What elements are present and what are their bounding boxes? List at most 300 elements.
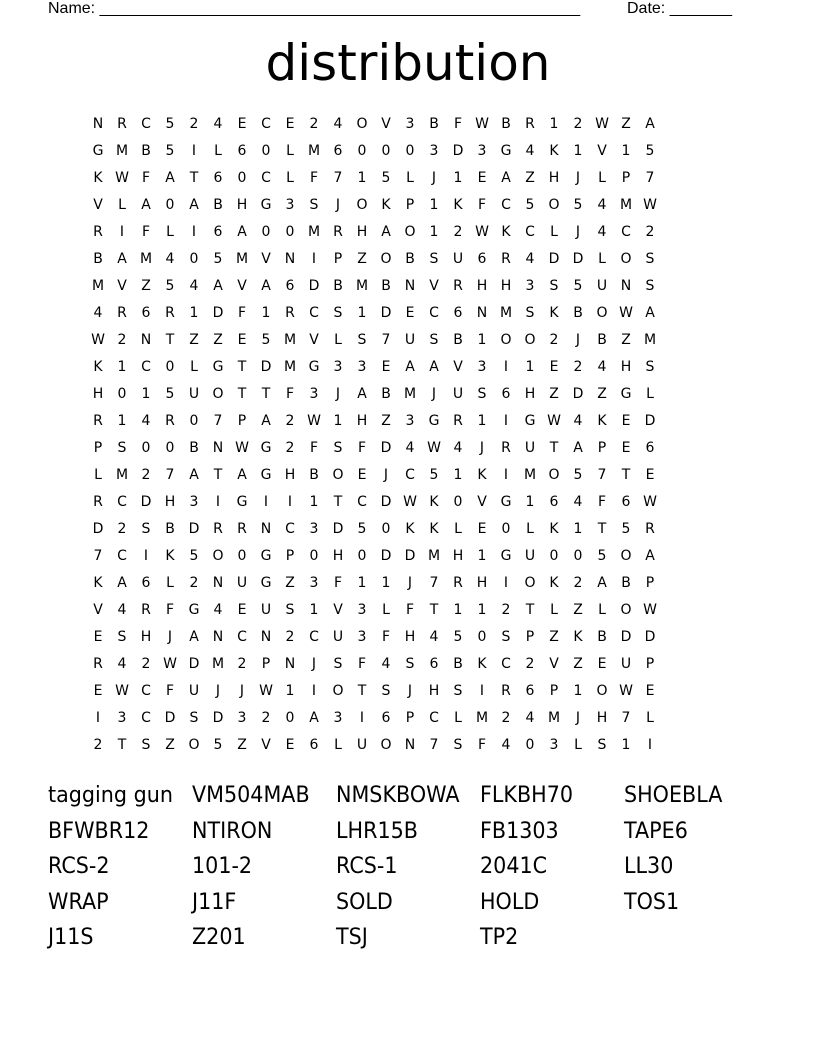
grid-letter: P [333, 251, 343, 267]
grid-letter: H [476, 575, 488, 591]
grid-row [86, 354, 662, 381]
grid-letter: G [260, 197, 272, 213]
grid-letter: 2 [525, 656, 535, 672]
grid-letter: P [549, 683, 559, 699]
grid-letter: P [405, 710, 415, 726]
grid-letter: B [597, 629, 607, 645]
grid-letter: D [644, 629, 656, 645]
grid-letter: A [501, 170, 511, 186]
grid-letter: L [646, 710, 654, 726]
grid-letter: J [407, 683, 413, 699]
grid-letter: 5 [597, 548, 607, 564]
grid-letter: B [309, 467, 319, 483]
grid-letter: J [239, 683, 245, 699]
word-item: RCS-2 [48, 854, 110, 879]
grid-letter: 0 [237, 170, 247, 186]
word-bank [48, 778, 788, 956]
grid-letter: K [549, 521, 559, 537]
grid-letter: M [307, 143, 321, 159]
grid-letter: O [620, 251, 632, 267]
grid-letter: 6 [381, 710, 391, 726]
grid-letter: V [453, 359, 463, 375]
grid-letter: S [645, 251, 655, 267]
grid-letter: T [549, 440, 559, 456]
word-item: J11S [48, 925, 94, 950]
grid-letter: D [572, 386, 584, 402]
grid-letter: B [597, 332, 607, 348]
grid-letter: K [453, 197, 463, 213]
grid-letter: A [645, 305, 655, 321]
grid-letter: L [166, 575, 174, 591]
grid-letter: 7 [213, 413, 223, 429]
grid-letter: C [261, 116, 271, 132]
grid-letter: M [139, 251, 153, 267]
grid-row [86, 327, 662, 354]
grid-letter: G [212, 359, 224, 375]
grid-letter: J [431, 386, 437, 402]
grid-letter: M [523, 467, 537, 483]
grid-letter: J [431, 170, 437, 186]
grid-letter: W [643, 602, 657, 618]
grid-letter: 6 [453, 305, 463, 321]
grid-letter: W [427, 440, 441, 456]
grid-letter: S [405, 656, 415, 672]
grid-letter: E [285, 116, 295, 132]
grid-letter: W [619, 683, 633, 699]
grid-letter: 4 [573, 494, 583, 510]
grid-letter: 1 [453, 602, 463, 618]
grid-letter: O [188, 737, 200, 753]
grid-letter: K [597, 413, 607, 429]
grid-letter: U [596, 278, 608, 294]
grid-letter: 2 [189, 116, 199, 132]
grid-letter: D [380, 305, 392, 321]
grid-letter: 6 [237, 143, 247, 159]
grid-letter: 1 [285, 683, 295, 699]
grid-letter: A [357, 386, 367, 402]
grid-letter: W [547, 413, 561, 429]
grid-letter: B [501, 116, 511, 132]
grid-letter: 3 [477, 143, 487, 159]
grid-letter: 3 [477, 359, 487, 375]
grid-letter: O [524, 575, 536, 591]
grid-letter: O [356, 116, 368, 132]
grid-letter: K [573, 629, 583, 645]
grid-letter: O [500, 332, 512, 348]
word-item: tagging gun [48, 783, 173, 808]
grid-letter: 3 [117, 710, 127, 726]
word-item: SHOEBLA [624, 783, 723, 808]
grid-letter: 1 [357, 170, 367, 186]
grid-letter: R [213, 521, 223, 537]
grid-letter: Z [525, 170, 535, 186]
grid-letter: D [188, 656, 200, 672]
grid-letter: 2 [573, 359, 583, 375]
grid-letter: L [286, 170, 294, 186]
grid-letter: U [524, 548, 536, 564]
grid-row [86, 165, 662, 192]
grid-letter: S [501, 629, 511, 645]
grid-letter: O [596, 683, 608, 699]
grid-letter: G [260, 548, 272, 564]
grid-letter: M [355, 278, 369, 294]
grid-letter: K [549, 305, 559, 321]
grid-letter: 5 [573, 467, 583, 483]
grid-letter: S [381, 683, 391, 699]
grid-letter: 1 [453, 467, 463, 483]
grid-letter: C [141, 359, 151, 375]
grid-letter: 0 [381, 143, 391, 159]
grid-letter: 7 [429, 737, 439, 753]
grid-letter: P [261, 656, 271, 672]
grid-letter: L [94, 467, 102, 483]
grid-letter: H [500, 278, 512, 294]
grid-letter: 2 [501, 710, 511, 726]
grid-letter: O [332, 683, 344, 699]
grid-letter: A [597, 575, 607, 591]
grid-letter: 1 [453, 170, 463, 186]
grid-letter: T [429, 602, 439, 618]
grid-letter: B [333, 278, 343, 294]
grid-letter: G [500, 494, 512, 510]
word-item: TAPE6 [624, 818, 688, 844]
grid-letter: S [453, 683, 463, 699]
grid-letter: I [647, 737, 653, 753]
grid-letter: 3 [285, 197, 295, 213]
grid-letter: F [477, 737, 487, 753]
grid-letter: 6 [285, 278, 295, 294]
grid-letter: 6 [333, 143, 343, 159]
grid-letter: D [380, 548, 392, 564]
grid-letter: 0 [405, 143, 415, 159]
grid-letter: S [117, 629, 127, 645]
grid-letter: 3 [333, 359, 343, 375]
grid-letter: P [405, 197, 415, 213]
grid-letter: H [596, 710, 608, 726]
grid-letter: N [260, 521, 272, 537]
grid-row [86, 138, 662, 165]
grid-letter: U [356, 737, 368, 753]
grid-letter: 6 [549, 494, 559, 510]
grid-letter: R [117, 305, 127, 321]
grid-letter: D [380, 494, 392, 510]
grid-letter: V [93, 602, 103, 618]
grid-letter: 1 [309, 602, 319, 618]
grid-letter: O [596, 305, 608, 321]
grid-letter: 3 [309, 575, 319, 591]
grid-letter: J [215, 683, 221, 699]
grid-letter: T [213, 467, 223, 483]
grid-letter: 5 [453, 629, 463, 645]
grid-letter: N [476, 305, 488, 321]
word-item: J11F [192, 889, 237, 915]
grid-letter: 0 [573, 548, 583, 564]
grid-letter: W [643, 494, 657, 510]
grid-letter: 1 [477, 548, 487, 564]
grid-letter: 0 [261, 224, 271, 240]
grid-letter: I [143, 548, 149, 564]
grid-letter: N [92, 116, 104, 132]
grid-letter: T [237, 359, 247, 375]
grid-letter: N [284, 251, 296, 267]
page-title: distribution [265, 34, 551, 92]
grid-letter: 4 [93, 305, 103, 321]
grid-letter: Z [621, 332, 631, 348]
grid-row [86, 597, 662, 624]
grid-letter: 4 [501, 737, 511, 753]
grid-letter: S [477, 386, 487, 402]
grid-letter: L [406, 170, 414, 186]
grid-letter: T [621, 467, 631, 483]
grid-letter: M [307, 224, 321, 240]
grid-letter: H [236, 197, 248, 213]
grid-letter: A [645, 116, 655, 132]
grid-letter: S [525, 305, 535, 321]
grid-letter: H [164, 494, 176, 510]
grid-letter: T [597, 521, 607, 537]
grid-row [86, 408, 662, 435]
grid-letter: S [597, 737, 607, 753]
grid-letter: A [237, 224, 247, 240]
grid-letter: U [620, 656, 632, 672]
grid-letter: J [575, 332, 581, 348]
letter-grid [86, 111, 662, 759]
grid-letter: K [429, 494, 439, 510]
grid-letter: E [405, 305, 415, 321]
grid-letter: 1 [477, 332, 487, 348]
grid-letter: H [284, 467, 296, 483]
grid-letter: 1 [189, 305, 199, 321]
grid-letter: 3 [405, 116, 415, 132]
grid-letter: K [501, 224, 511, 240]
grid-letter: A [309, 710, 319, 726]
grid-letter: O [380, 251, 392, 267]
grid-letter: E [237, 332, 247, 348]
grid-letter: F [381, 629, 391, 645]
grid-letter: M [235, 251, 249, 267]
grid-letter: 2 [117, 332, 127, 348]
grid-letter: C [117, 548, 127, 564]
grid-letter: 2 [309, 116, 319, 132]
grid-letter: 1 [477, 602, 487, 618]
grid-letter: J [167, 629, 173, 645]
grid-row [86, 516, 662, 543]
grid-letter: L [598, 170, 606, 186]
grid-letter: W [595, 116, 609, 132]
grid-letter: M [619, 197, 633, 213]
grid-letter: R [333, 224, 343, 240]
grid-letter: 7 [429, 575, 439, 591]
date-field-label[interactable]: Date: _______ [627, 0, 732, 17]
grid-letter: 1 [117, 413, 127, 429]
grid-letter: C [141, 710, 151, 726]
grid-row [86, 381, 662, 408]
word-item: TOS1 [624, 889, 680, 915]
grid-letter: F [357, 656, 367, 672]
grid-letter: 4 [189, 278, 199, 294]
grid-letter: I [191, 143, 197, 159]
grid-letter: J [335, 386, 341, 402]
grid-letter: L [382, 602, 390, 618]
grid-letter: R [645, 521, 655, 537]
grid-letter: E [237, 602, 247, 618]
grid-letter: 1 [117, 359, 127, 375]
grid-letter: E [477, 170, 487, 186]
grid-letter: R [93, 494, 103, 510]
header [48, 0, 748, 20]
grid-letter: L [190, 359, 198, 375]
word-item: 101-2 [192, 854, 253, 879]
grid-letter: P [621, 170, 631, 186]
grid-letter: F [477, 197, 487, 213]
grid-letter: 4 [597, 224, 607, 240]
grid-letter: D [644, 413, 656, 429]
grid-letter: S [453, 737, 463, 753]
grid-letter: 4 [333, 116, 343, 132]
grid-letter: K [381, 197, 391, 213]
grid-letter: 6 [213, 224, 223, 240]
grid-letter: G [428, 413, 440, 429]
grid-letter: R [117, 116, 127, 132]
grid-letter: S [333, 656, 343, 672]
grid-letter: D [332, 521, 344, 537]
grid-letter: O [620, 548, 632, 564]
grid-row [86, 300, 662, 327]
grid-letter: E [645, 683, 655, 699]
grid-letter: D [140, 494, 152, 510]
grid-letter: C [429, 305, 439, 321]
grid-letter: D [404, 548, 416, 564]
grid-letter: N [212, 629, 224, 645]
grid-letter: F [597, 494, 607, 510]
grid-letter: 6 [141, 305, 151, 321]
grid-letter: R [453, 278, 463, 294]
grid-row [86, 570, 662, 597]
grid-letter: E [645, 467, 655, 483]
grid-letter: P [237, 413, 247, 429]
grid-letter: 0 [381, 521, 391, 537]
grid-letter: H [356, 413, 368, 429]
grid-letter: K [93, 170, 103, 186]
grid-letter: A [429, 359, 439, 375]
word-item: FLKBH70 [480, 783, 574, 808]
grid-letter: L [334, 737, 342, 753]
grid-letter: 1 [525, 359, 535, 375]
grid-letter: D [548, 251, 560, 267]
grid-letter: Z [549, 386, 559, 402]
grid-letter: V [597, 143, 607, 159]
grid-letter: D [164, 710, 176, 726]
grid-letter: V [237, 278, 247, 294]
grid-letter: 5 [525, 197, 535, 213]
grid-letter: F [141, 170, 151, 186]
grid-letter: L [598, 602, 606, 618]
grid-letter: H [140, 629, 152, 645]
grid-letter: A [141, 197, 151, 213]
word-item: NTIRON [192, 818, 273, 844]
grid-letter: U [524, 440, 536, 456]
grid-letter: C [501, 197, 511, 213]
grid-letter: 1 [429, 197, 439, 213]
grid-letter: J [479, 440, 485, 456]
grid-letter: 6 [429, 656, 439, 672]
grid-letter: B [165, 521, 175, 537]
grid-letter: 2 [141, 656, 151, 672]
grid-letter: 0 [261, 143, 271, 159]
grid-letter: U [452, 251, 464, 267]
grid-letter: 2 [573, 575, 583, 591]
grid-letter: 1 [549, 116, 559, 132]
grid-letter: V [333, 602, 343, 618]
word-item: LHR15B [336, 818, 418, 844]
grid-letter: O [380, 737, 392, 753]
grid-letter: C [285, 521, 295, 537]
grid-letter: Z [237, 737, 247, 753]
grid-letter: 2 [261, 710, 271, 726]
grid-letter: M [475, 710, 489, 726]
grid-letter: J [575, 170, 581, 186]
grid-letter: Z [189, 332, 199, 348]
grid-letter: I [119, 224, 125, 240]
grid-letter: 2 [285, 629, 295, 645]
grid-letter: P [597, 440, 607, 456]
grid-letter: F [333, 575, 343, 591]
grid-letter: D [380, 440, 392, 456]
grid-letter: K [429, 521, 439, 537]
grid-letter: Z [213, 332, 223, 348]
grid-letter: W [115, 170, 129, 186]
grid-letter: 6 [477, 251, 487, 267]
grid-letter: 4 [573, 413, 583, 429]
grid-letter: V [309, 332, 319, 348]
grid-letter: 3 [333, 710, 343, 726]
grid-letter: T [237, 386, 247, 402]
grid-letter: 4 [405, 440, 415, 456]
grid-letter: R [141, 602, 151, 618]
grid-letter: B [573, 305, 583, 321]
grid-letter: M [547, 710, 561, 726]
grid-letter: V [549, 656, 559, 672]
grid-letter: G [260, 440, 272, 456]
grid-letter: 7 [165, 467, 175, 483]
grid-letter: F [453, 116, 463, 132]
grid-letter: U [236, 575, 248, 591]
grid-letter: A [165, 170, 175, 186]
name-field-label[interactable]: Name: ______________________________________________________ [48, 0, 581, 17]
grid-letter: I [311, 251, 317, 267]
grid-letter: Z [357, 251, 367, 267]
grid-row [86, 273, 662, 300]
grid-letter: Z [285, 575, 295, 591]
grid-letter: 3 [429, 143, 439, 159]
word-item: FB1303 [480, 818, 559, 844]
grid-letter: J [311, 656, 317, 672]
grid-row [86, 543, 662, 570]
grid-letter: C [405, 467, 415, 483]
grid-letter: 1 [309, 494, 319, 510]
grid-letter: A [117, 575, 127, 591]
grid-letter: W [163, 656, 177, 672]
grid-letter: T [525, 602, 535, 618]
grid-letter: J [335, 197, 341, 213]
grid-letter: N [284, 656, 296, 672]
grid-letter: 2 [93, 737, 103, 753]
grid-row [86, 219, 662, 246]
grid-letter: C [141, 683, 151, 699]
grid-letter: A [189, 467, 199, 483]
grid-letter: 1 [429, 224, 439, 240]
grid-letter: R [165, 305, 175, 321]
